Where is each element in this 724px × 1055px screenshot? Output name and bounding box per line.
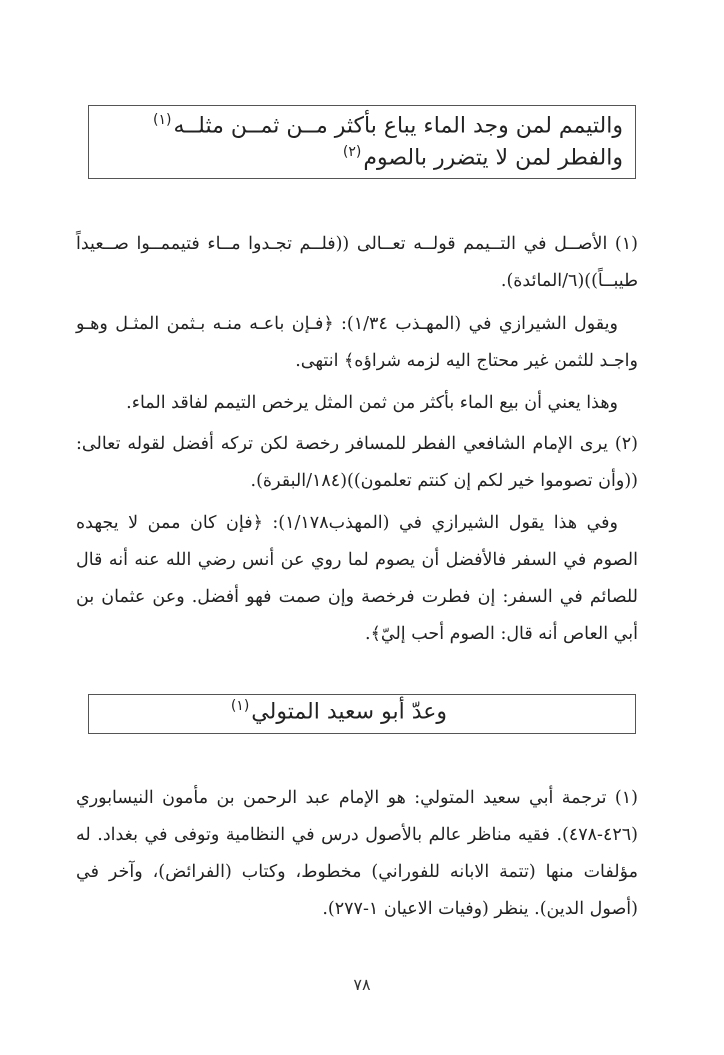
footnote-1-paragraph: (١) الأصــل في التــيمم قولــه تعــالى ((فلــم تجـدوا مــاء فتيممــوا صــعيداً طيبــاً))(٦/المائدة). <box>76 234 638 291</box>
footnote-ref-1: (١) <box>153 112 172 128</box>
matn-line-2-text: والفطر لمن لا يتضرر بالصوم <box>363 145 623 171</box>
matn-box-2-line <box>229 698 447 724</box>
footnote-ref-box-2: (١) <box>230 698 250 714</box>
matn-line-1 <box>151 112 623 138</box>
footnote-1-sheerazi-quote: ويقول الشيرازي في (المهـذب ١/٣٤): ﴿فـإن باعـه منـه بـثمن المثـل وهـو واجـد للثمن غير محتاج اليه لزمه شراؤه﴾ انتهى. <box>76 314 638 371</box>
matn-line-1-text: والتيمم لمن وجد الماء يباع بأكثر مــن ثمــن مثلــه <box>173 113 623 139</box>
footnote-2-sheerazi-quote: وفي هذا يقول الشيرازي في (المهذب١/١٧٨): ﴿فإن كان ممن لا يجهده الصوم في السفر فالأفضل أن يصوم لما روي عن أنس رضي الله عنه أنه قال للصائم في السفر: إن فطرت فرخصة وإن صمت فهو أفضل. وعن عثمان بن أبي العاص أنه قال: الصوم أحب إليّ﴾. <box>76 513 638 644</box>
footnote-ref-2: (٢) <box>342 144 362 160</box>
matn-line-2 <box>341 144 623 170</box>
matn-box-1 <box>88 105 636 179</box>
footnote-1-explanation: وهذا يعني أن بيع الماء بأكثر من ثمن المثل يرخص التيمم لفاقد الماء. <box>126 393 618 413</box>
footnote-mutawalli-biography: (١) ترجمة أبي سعيد المتولي: هو الإمام عبد الرحمن بن مأمون النيسابوري (٤٢٦-٤٧٨). فقيه مناظر عالم بالأصول درس في النظامية وتوفى في بغداد. له مؤلفات منها (تتمة الابانه للفوراني) مخطوط، وكتاب (الفرائض)، وآخر في (أصول الدين). ينظر (وفيات الاعيان ١-٢٧٧). <box>76 788 638 919</box>
page-number: ٧٨ <box>353 975 371 994</box>
footnote-2-paragraph: (٢) يرى الإمام الشافعي الفطر للمسافر رخصة لكن تركه أفضل لقوله تعالى: ((وأن تصوموا خير لكم إن كنتم تعلمون))(١٨٤/البقرة). <box>76 434 638 491</box>
matn-box-2 <box>88 694 636 734</box>
matn-box-2-text: وعدّ أبو سعيد المتولي <box>251 699 447 725</box>
